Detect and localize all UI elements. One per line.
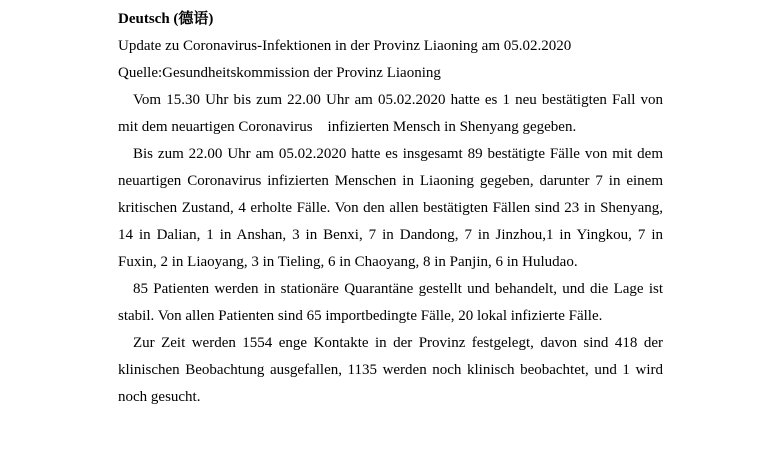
document-subtitle: Update zu Coronavirus-Infektionen in der Provinz Liaoning am 05.02.2020 [118,38,572,54]
document-body [118,6,667,411]
paragraph-patients: 85 Patienten werden in stationäre Quarantäne gestellt und behandelt, und die Lage ist stabil. Von allen Patienten sind 65 importbedingte Fälle, 20 lokal infizierte Fälle. [118,281,663,324]
document-source: Quelle:Gesundheitskommission der Provinz Liaoning [118,65,441,81]
document-heading: Deutsch (德语) [118,11,214,27]
paragraph-contacts: Zur Zeit werden 1554 enge Kontakte in der Provinz festgelegt, davon sind 418 der klinischen Beobachtung ausgefallen, 1135 werden noch klinisch beobachtet, und 1 wird noch gesucht. [118,335,663,405]
paragraph-new-case: Vom 15.30 Uhr bis zum 22.00 Uhr am 05.02.2020 hatte es 1 neu bestätigten Fall von mit dem neuartigen Coronavirus infizierten Mensch in Shenyang gegeben. [118,92,667,135]
paragraph-total-cases: Bis zum 22.00 Uhr am 05.02.2020 hatte es insgesamt 89 bestätigte Fälle von mit dem neuartigen Coronavirus infizierten Menschen in Liaoning gegeben, darunter 7 in einem kritischen Zustand, 4 erholte Fälle. Von den allen bestätigten Fällen sind 23 in Shenyang, 14 in Dalian, 1 in Anshan, 3 in Benxi, 7 in Dandong, 7 in Jinzhou,1 in Yingkou, 7 in Fuxin, 2 in Liaoyang, 3 in Tieling, 6 in Chaoyang, 8 in Panjin, 6 in Huludao. [118,146,663,270]
